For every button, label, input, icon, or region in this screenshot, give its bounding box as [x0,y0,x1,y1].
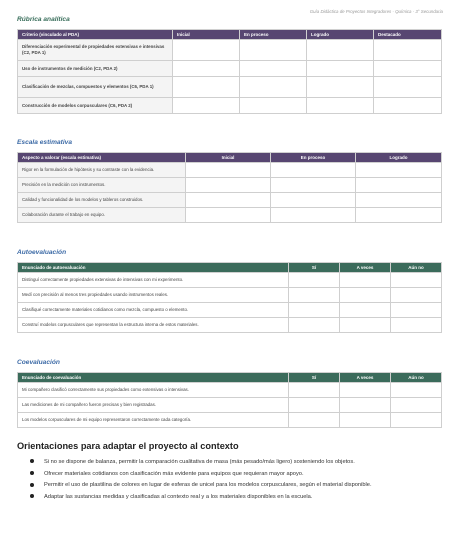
rubric-header-row [18,30,442,40]
rubric-criterion: Diferenciación experimental de propiedades extensivas e intensivas (C2, PDA 1) [18,40,173,61]
table-row [18,413,442,428]
rubric-cell-outstanding [374,77,442,98]
rubric-table [17,29,442,114]
table-row [18,178,442,193]
estimative-aspect: Colaboración durante el trabajo en equipo. [18,208,186,223]
rubric-header-criterion: Criterio (vinculado al PDA) [18,30,173,40]
rubric-title: Rúbrica analítica [17,16,70,23]
estimative-header-aspect: Aspecto a valorar (escala estimativa) [18,153,186,163]
rubric-cell-outstanding [374,98,442,114]
estimative-cell-initial [186,178,271,193]
rubric-cell-in-process [240,61,307,77]
table-row [18,318,442,333]
table-row [18,208,442,223]
self-eval-header-row [18,263,442,273]
self-eval-statement: Medí con precisión al menos tres propiedades usando instrumentos reales. [18,288,289,303]
bullet-icon [30,494,34,498]
running-header: Guía Didáctica de Proyectos Integradores · Química · 3° Secundaria [309,9,443,14]
co-eval-cell-not-yet [391,398,442,413]
table-row [18,193,442,208]
estimative-header-initial: Inicial [186,153,271,163]
estimative-header-in-process: En proceso [271,153,356,163]
rubric-cell-in-process [240,40,307,61]
orientations-list [28,458,438,505]
table-row [18,163,442,178]
rubric-header-achieved: Logrado [307,30,374,40]
self-eval-cell-yes [289,288,340,303]
rubric-cell-achieved [307,61,374,77]
co-eval-cell-not-yet [391,383,442,398]
self-eval-cell-sometimes [340,273,391,288]
co-eval-statement: Mi compañero clasificó correctamente sus propiedades como extensivas o intensivas. [18,383,289,398]
co-eval-statement: Las mediciones de mi compañero fueron precisas y bien registradas. [18,398,289,413]
self-eval-header-sometimes: A veces [340,263,391,273]
co-eval-statement: Los modelos corpusculares de mi equipo representaron correctamente cada categoría. [18,413,289,428]
table-row [18,40,442,61]
co-eval-header-row [18,373,442,383]
list-item [28,481,438,489]
rubric-cell-achieved [307,40,374,61]
estimative-title: Escala estimativa [17,139,72,146]
rubric-cell-outstanding [374,61,442,77]
co-eval-cell-yes [289,398,340,413]
estimative-cell-initial [186,163,271,178]
rubric-criterion: Construcción de modelos corpusculares (C6, PDA 2) [18,98,173,114]
list-item [28,470,438,478]
co-eval-cell-yes [289,383,340,398]
co-eval-cell-sometimes [340,398,391,413]
table-row [18,61,442,77]
self-eval-cell-not-yet [391,288,442,303]
self-eval-cell-yes [289,318,340,333]
co-eval-header-sometimes: A veces [340,373,391,383]
self-eval-cell-yes [289,273,340,288]
table-row [18,303,442,318]
estimative-header-achieved: Logrado [356,153,442,163]
estimative-cell-in-process [271,193,356,208]
estimative-aspect: Precisión en la medición con instrumentos. [18,178,186,193]
rubric-header-initial: Inicial [173,30,240,40]
rubric-cell-in-process [240,98,307,114]
co-eval-cell-yes [289,413,340,428]
co-eval-cell-sometimes [340,383,391,398]
estimative-cell-in-process [271,208,356,223]
rubric-cell-achieved [307,77,374,98]
self-eval-table [17,262,442,333]
rubric-cell-in-process [240,77,307,98]
estimative-cell-achieved [356,208,442,223]
rubric-header-in-process: En proceso [240,30,307,40]
self-eval-cell-not-yet [391,303,442,318]
self-eval-statement: Clasifiqué correctamente materiales cotidianos como mezcla, compuesto o elemento. [18,303,289,318]
estimative-cell-initial [186,193,271,208]
rubric-cell-initial [173,77,240,98]
estimative-cell-in-process [271,163,356,178]
self-eval-cell-not-yet [391,318,442,333]
self-eval-header-yes: Sí [289,263,340,273]
bullet-icon [30,483,34,487]
rubric-criterion: Clasificación de mezclas, compuestos y elementos (C6, PDA 1) [18,77,173,98]
estimative-cell-achieved [356,193,442,208]
list-item [28,458,438,466]
rubric-cell-outstanding [374,40,442,61]
estimative-table [17,152,442,223]
table-row [18,98,442,114]
self-eval-header-not-yet: Aún no [391,263,442,273]
rubric-cell-initial [173,61,240,77]
co-eval-header-yes: Sí [289,373,340,383]
co-eval-cell-sometimes [340,413,391,428]
estimative-aspect: Rigor en la formulación de hipótesis y su contraste con la evidencia. [18,163,186,178]
self-eval-cell-sometimes [340,288,391,303]
self-eval-cell-sometimes [340,303,391,318]
self-eval-header-statement: Enunciado de autoevaluación [18,263,289,273]
orientation-text: Adaptar las sustancias medidas y clasificadas al contexto real y a los materiales disponibles en la escuela. [44,493,313,500]
co-eval-title: Coevaluación [17,359,60,366]
self-eval-statement: Construí modelos corpusculares que representan la estructura interna de estos materiales. [18,318,289,333]
table-row [18,398,442,413]
co-eval-header-not-yet: Aún no [391,373,442,383]
estimative-cell-achieved [356,163,442,178]
co-eval-header-statement: Enunciado de coevaluación [18,373,289,383]
self-eval-statement: Distinguí correctamente propiedades extensivas de intensivas con mi experimento. [18,273,289,288]
estimative-header-row [18,153,442,163]
bullet-icon [30,459,34,463]
co-eval-cell-not-yet [391,413,442,428]
estimative-cell-in-process [271,178,356,193]
rubric-criterion: Uso de instrumentos de medición (C2, PDA 2) [18,61,173,77]
rubric-header-outstanding: Destacado [374,30,442,40]
table-row [18,77,442,98]
rubric-cell-initial [173,40,240,61]
orientation-text: Si no se dispone de balanza, permitir la comparación cualitativa de masa (más pesado/más ligero) sosteniendo los objetos. [44,459,355,465]
rubric-cell-initial [173,98,240,114]
table-row [18,288,442,303]
estimative-cell-achieved [356,178,442,193]
self-eval-cell-sometimes [340,318,391,333]
rubric-cell-achieved [307,98,374,114]
co-eval-table [17,372,442,428]
self-eval-cell-not-yet [391,273,442,288]
estimative-aspect: Calidad y funcionalidad de los modelos y tableros construidos. [18,193,186,208]
orientation-text: Permitir el uso de plastilina de colores en lugar de esferas de unicel para los modelos corpusculares, según el material disponible. [44,482,372,489]
list-item [28,493,438,501]
self-eval-title: Autoevaluación [17,249,67,256]
bullet-icon [30,471,34,475]
self-eval-cell-yes [289,303,340,318]
estimative-cell-initial [186,208,271,223]
table-row [18,383,442,398]
orientation-text: Ofrecer materiales cotidianos con clasificación más evidente para equipos que requieran mayor apoyo. [44,470,304,477]
orientations-title: Orientaciones para adaptar el proyecto al contexto [17,441,239,451]
table-row [18,273,442,288]
